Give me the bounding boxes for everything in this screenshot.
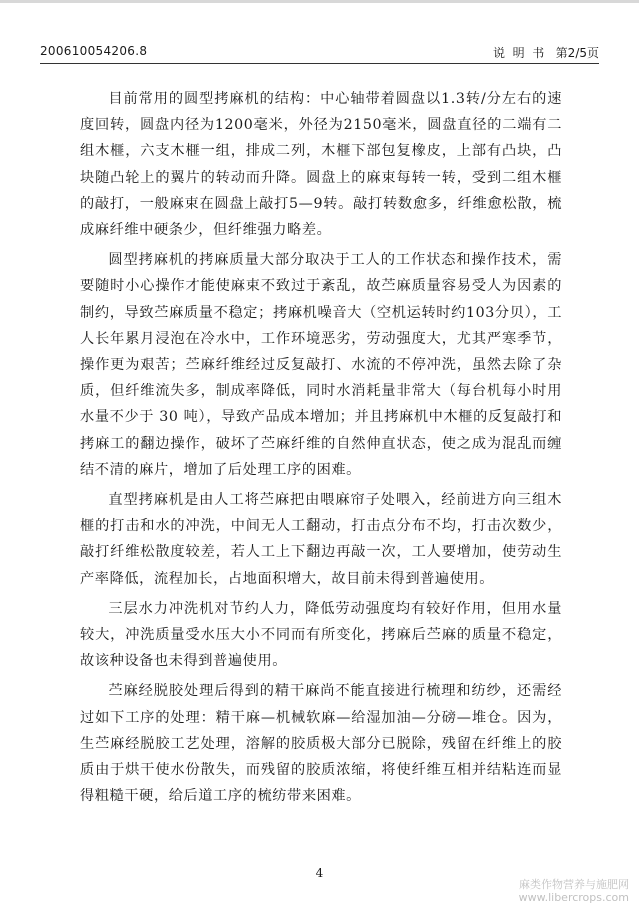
paragraph-post-degumming-process: 苎麻经脱胶处理后得到的精干麻尚不能直接进行梳理和纺纱，还需经过如下工序的处理：精干麻—机械软麻—给湿加油—分磅—堆仓。因为，生苎麻经脱胶工艺处理，溶解的胶质极大部分已脱除，残留在纤维上的胶质由于烘干使水份散失，而残留的胶质浓缩，将使纤维互相并结粘连而显得粗糙干硬，给后道工序的梳纺带来困难。 [80,683,562,805]
watermark-site-url: www.libercrops.com [518,891,629,904]
page-top-edge [0,0,639,3]
site-watermark [519,878,629,904]
paragraph-three-layer-washer: 三层水力冲洗机对节约人力，降低劳动强度均有较好作用，但用水量较大，冲洗质量受水压大小不同而有所变化，拷麻后苎麻的质量不稳定，故该种设备也未得到普遍使用。 [80,600,562,670]
document-section-info: 说 明 书 第2/5页 [492,46,599,60]
header-divider [40,63,599,64]
patent-application-number: 200610054206.8 [40,44,148,58]
paragraph-round-machine-structure: 目前常用的圆型拷麻机的结构：中心轴带着圆盘以1.3转/分左右的速度回转，圆盘内径为1200毫米，外径为2150毫米，圆盘直径的二端有二组木榧，六支木榧一组，排成二列，木榧下部包复橡皮，上部有凸块，凸块随凸轮上的翼片的转动而升降。圆盘上的麻束每转一转，受到二组木榧的敲打，一般麻束在圆盘上敲打5—9转。敲打转数愈多，纤维愈松散，梳成麻纤维中硬条少，但纤维强力略差。 [80,91,562,239]
watermark-site-name: 麻类作物营养与施肥网 [519,878,629,891]
page-number: 4 [315,866,324,880]
document-body [80,86,562,813]
paragraph-straight-machine: 直型拷麻机是由人工将苎麻把由喂麻帘子处喂入，经前进方向三组木榧的打击和水的冲洗，中间无人工翻动，打击点分布不均，打击次数少，敲打纤维松散度较差，若人工上下翻边再敲一次，工人要增加，使劳动生产率降低，流程加长，占地面积增大，故目前未得到普遍使用。 [80,492,562,587]
paragraph-round-machine-problems: 圆型拷麻机的拷麻质量大部分取决于工人的工作状态和操作技术，需要随时小心操作才能使麻束不致过于紊乱，故苎麻质量容易受人为因素的制约，导致苎麻质量不稳定；拷麻机噪音大（空机运转时约103分贝），工人长年累月浸泡在冷水中，工作环境恶劣，劳动强度大，尤其严寒季节，操作更为艰苦；苎麻纤维经过反复敲打、水流的不停冲洗，虽然去除了杂质，但纤维流失多，制成率降低，同时水消耗量非常大（每台机每小时用水量不少于 30 吨），导致产品成本增加；并且拷麻机中木榧的反复敲打和拷麻工的翻边操作，破坏了苎麻纤维的自然伸直状态，使之成为混乱而缠结不清的麻片，增加了后处理工序的困难。 [80,252,562,478]
